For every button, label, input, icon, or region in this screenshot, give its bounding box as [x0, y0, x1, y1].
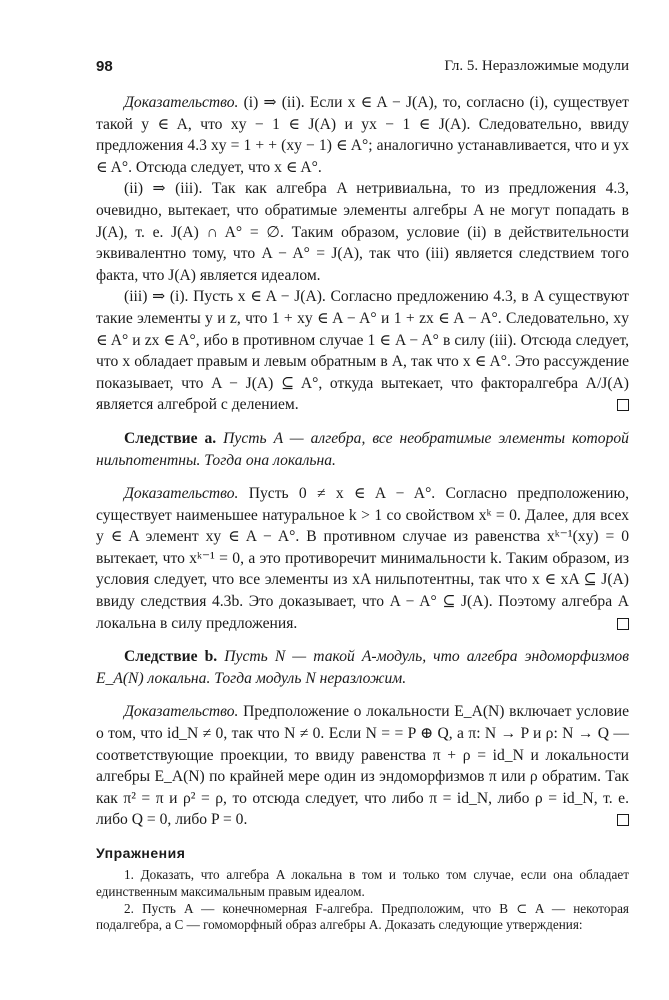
- corollary-b-label: Следствие b.: [124, 648, 218, 666]
- corollary-a-proof-label: Доказательство.: [124, 485, 239, 503]
- corollary-b-proof-label: Доказательство.: [124, 703, 239, 721]
- corollary-b-statement: Пусть N — такой A-модуль, что алгебра эндоморфизмов E_A(N) локальна. Тогда модуль N неразложим.: [96, 648, 630, 687]
- running-title: Гл. 5. Неразложимые модули: [444, 58, 629, 74]
- corollary-a-label: Следствие a.: [124, 429, 217, 447]
- proof-label: Доказательство.: [124, 94, 239, 111]
- proof-text-3: (iii) ⇒ (i). Пусть x ∈ A − J(A). Согласно предложению 4.3, в A существуют такие элементы y и z, что 1 + xy ∈ A − A° и 1 + zx ∈ A − A°. Следовательно, xy ∈ A° и zx ∈ A°, ибо в противном случае 1 ∈ A − A° в силу (iii). Отсюда следует, что x обладает правым и левым обратным в A, так что x ∈ A°. Это рассуждение показывает, что A − J(A) ⊆ A°, откуда вытекает, что факторалгебра A/J(A) является алгеброй с делением.: [96, 288, 629, 414]
- exercises-heading: Упражнения: [96, 845, 186, 861]
- proof-paragraph-1: [96, 92, 629, 178]
- corollary-a-statement: Пусть A — алгебра, все необратимые элементы которой нильпотентны. Тогда она локальна.: [96, 429, 629, 469]
- text-body: [96, 92, 629, 934]
- qed-square-icon: [617, 618, 629, 630]
- exercises-list: [96, 867, 629, 934]
- corollary-b: [96, 646, 629, 689]
- page-header: [96, 58, 629, 82]
- qed-square-icon: [617, 814, 629, 826]
- corollary-b-proof-text: Предположение о локальности E_A(N) включает условие о том, что id_N ≠ 0, так что N ≠ 0. Если N = = P ⊕ Q, а π: N → P и ρ: N → Q — соответствующие проекции, то ввиду равенства π + ρ = id_N и локальности алгебры E_A(N) по крайней мере один из эндоморфизмов π или ρ обратим. Так как π² = π и ρ² = ρ, то отсюда следует, что либо π = id_N, либо ρ = id_N, т. е. либо Q = 0, либо P = 0.: [96, 703, 629, 829]
- proof-text-1: (i) ⇒ (ii). Если x ∈ A − J(A), то, согласно (i), существует такой y ∈ A, что xy − 1 ∈ J(A) и yx − 1 ∈ J(A). Следовательно, ввиду предложения 4.3 xy = 1 + + (xy − 1) ∈ A°; аналогично устанавливается, что и yx ∈ A°. Отсюда следует, что x ∈ A°.: [96, 94, 629, 176]
- corollary-a-proof-text: Пусть 0 ≠ x ∈ A − A°. Согласно предположению, существует наименьшее натуральное k > 1 со свойством xᵏ = 0. Далее, для всех y ∈ A элемент xy ∈ A − A°. В противном случае из равенства xᵏ⁻¹(xy) = 0 вытекает, что xᵏ⁻¹ = 0, а это противоречит минимальности k. Таким образом, из условия следует, что все элементы из xA нильпотентны, так что x ∈ xA ⊆ J(A) ввиду следствия 4.3b. Это доказывает, что A − A° ⊆ J(A). Поэтому алгебра A локальна в силу предложения.: [96, 485, 629, 632]
- proof-paragraph-2: [96, 178, 629, 286]
- corollary-b-proof: [96, 701, 629, 831]
- corollary-a: [96, 428, 629, 471]
- exercise-2: 2. Пусть A — конечномерная F-алгебра. Предположим, что B ⊂ A — некоторая подалгебра, а C — гомоморфный образ алгебры A. Доказать следующие утверждения:: [96, 900, 629, 933]
- proof-text-2: (ii) ⇒ (iii). Так как алгебра A нетривиальна, то из предложения 4.3, очевидно, вытекает, что обратимые элементы алгебры A не могут попадать в J(A), т. е. J(A) ∩ A° = ∅. Таким образом, условие (ii) в действительности эквивалентно тому, что A − A° = J(A), так что (iii) является следствием того факта, что J(A) является идеалом.: [96, 180, 629, 284]
- exercise-1: 1. Доказать, что алгебра A локальна в том и только том случае, если она обладает единственным максимальным правым идеалом.: [96, 867, 629, 899]
- qed-square-icon: [617, 399, 629, 411]
- corollary-a-proof: [96, 483, 629, 634]
- page-number: 98: [96, 58, 113, 75]
- proof-paragraph-3: [96, 286, 629, 416]
